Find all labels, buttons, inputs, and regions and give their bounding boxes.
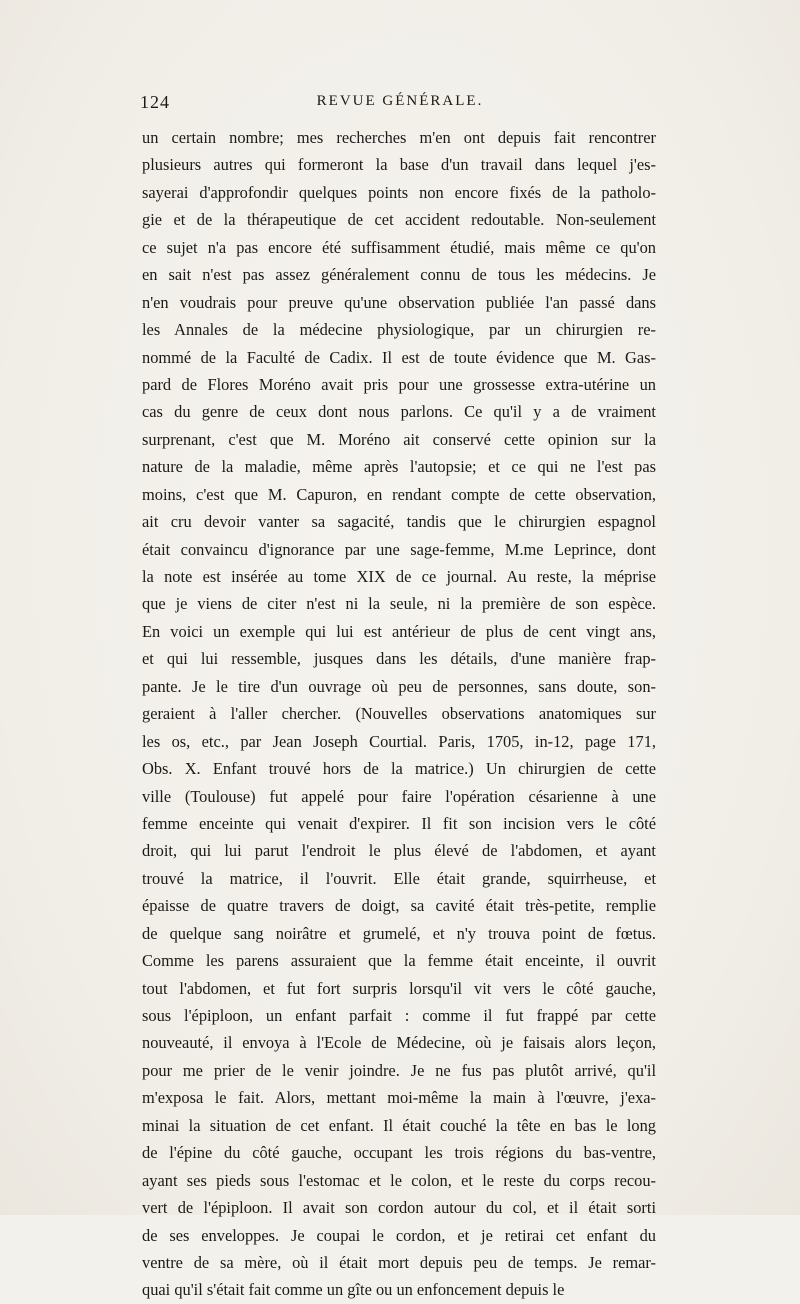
text-line: nouveauté, il envoya à l'Ecole de Médecine, où je faisais alors leçon, bbox=[142, 1033, 656, 1053]
text-line: Obs. X. Enfant trouvé hors de la matrice.) Un chirurgien de cette bbox=[142, 759, 656, 779]
text-line: ayant ses pieds sous l'estomac et le colon, et le reste du corps recou- bbox=[142, 1170, 656, 1190]
text-line: nommé de la Faculté de Cadix. Il est de toute évidence que M. Gas- bbox=[142, 347, 656, 367]
text-line: plusieurs autres qui formeront la base d'un travail dans lequel j'es- bbox=[142, 155, 656, 175]
text-line: trouvé la matrice, il l'ouvrit. Elle était grande, squirrheuse, et bbox=[142, 868, 656, 888]
text-line: n'en voudrais pour preuve qu'une observation publiée l'an passé dans bbox=[142, 292, 656, 312]
text-line: surprenant, c'est que M. Moréno ait conservé cette opinion sur la bbox=[142, 429, 656, 449]
text-line: que je viens de citer n'est ni la seule, ni la première de son espèce. bbox=[142, 594, 656, 614]
text-line: de ses enveloppes. Je coupai le cordon, et je retirai cet enfant du bbox=[142, 1225, 656, 1245]
text-line: pour me prier de le venir joindre. Je ne fus pas plutôt arrivé, qu'il bbox=[142, 1060, 656, 1080]
text-line: ville (Toulouse) fut appelé pour faire l'opération césarienne à une bbox=[142, 786, 656, 806]
body-text bbox=[142, 124, 656, 1304]
text-line: ventre de sa mère, où il était mort depuis peu de temps. Je remar- bbox=[142, 1252, 656, 1272]
text-line: nature de la maladie, même après l'autopsie; et ce qui ne l'est pas bbox=[142, 457, 656, 477]
text-line: la note est insérée au tome XIX de ce journal. Au reste, la méprise bbox=[142, 567, 656, 586]
text-line: en sait n'est pas assez généralement connu de tous les médecins. Je bbox=[142, 265, 656, 285]
text-line: de quelque sang noirâtre et grumelé, et n'y trouva point de fœtus. bbox=[142, 923, 656, 943]
text-line: un certain nombre; mes recherches m'en ont depuis fait rencontrer bbox=[142, 128, 656, 147]
text-line: tout l'abdomen, et fut fort surpris lorsqu'il vit vers le côté gauche, bbox=[142, 978, 656, 998]
text-line: droit, qui lui parut l'endroit le plus élevé de l'abdomen, et ayant bbox=[142, 841, 656, 861]
text-line: cas du genre de ceux dont nous parlons. Ce qu'il y a de vraiment bbox=[142, 402, 656, 422]
text-line: pard de Flores Moréno avait pris pour une grossesse extra-utérine un bbox=[142, 374, 656, 394]
text-line: moins, c'est que M. Capuron, en rendant compte de cette observation, bbox=[142, 484, 656, 504]
running-head: REVUE GÉNÉRALE. bbox=[316, 93, 484, 109]
text-line: minai la situation de cet enfant. Il était couché la tête en bas le long bbox=[142, 1115, 656, 1135]
text-line: ce sujet n'a pas encore été suffisamment étudié, mais même ce qu'on bbox=[142, 237, 656, 257]
text-line: femme enceinte qui venait d'expirer. Il fit son incision vers le côté bbox=[142, 813, 656, 833]
text-line: de l'épine du côté gauche, occupant les trois régions du bas-ventre, bbox=[142, 1143, 656, 1163]
text-line: m'exposa le fait. Alors, mettant moi-même la main à l'œuvre, j'exa- bbox=[142, 1088, 656, 1108]
page-number: 124 bbox=[140, 92, 170, 112]
text-line: sayerai d'approfondir quelques points non encore fixés de la patholo- bbox=[142, 182, 656, 202]
text-line: sous l'épiploon, un enfant parfait : comme il fut frappé par cette bbox=[142, 1006, 656, 1025]
text-line: ait cru devoir vanter sa sagacité, tandis que le chirurgien espagnol bbox=[142, 512, 656, 532]
text-line: épaisse de quatre travers de doigt, sa cavité était très-petite, remplie bbox=[142, 896, 656, 916]
text-line: quai qu'il s'était fait comme un gîte ou un enfoncement depuis le bbox=[142, 1280, 565, 1300]
text-line: geraient à l'aller chercher. (Nouvelles observations anatomiques sur bbox=[142, 704, 656, 724]
text-line: pante. Je le tire d'un ouvrage où peu de personnes, sans doute, son- bbox=[142, 676, 656, 696]
page-header bbox=[140, 92, 660, 118]
text-line: et qui lui ressemble, jusques dans les détails, d'une manière frap- bbox=[142, 649, 656, 669]
text-line: vert de l'épiploon. Il avait son cordon autour du col, et il était sorti bbox=[142, 1198, 656, 1218]
text-line: les Annales de la médecine physiologique, par un chirurgien re- bbox=[142, 320, 656, 340]
text-line: les os, etc., par Jean Joseph Courtial. Paris, 1705, in-12, page 171, bbox=[142, 731, 656, 751]
text-line: Comme les parens assuraient que la femme était enceinte, il ouvrit bbox=[142, 951, 656, 971]
text-line: En voici un exemple qui lui est antérieur de plus de cent vingt ans, bbox=[142, 621, 656, 641]
text-line: gie et de la thérapeutique de cet accident redoutable. Non-seulement bbox=[142, 210, 656, 230]
text-line: était convaincu d'ignorance par une sage-femme, M.me Leprince, dont bbox=[142, 539, 656, 559]
